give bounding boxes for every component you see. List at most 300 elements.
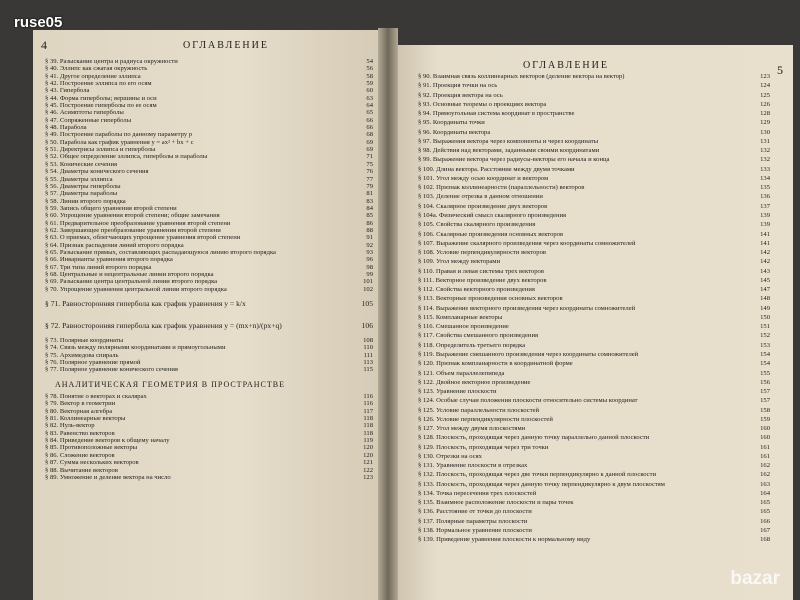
toc-entry-page: 163	[760, 480, 770, 488]
toc-entry-page: 136	[760, 193, 770, 201]
toc-entry-page: 167	[760, 527, 770, 535]
toc-entry-page: 139	[760, 221, 770, 229]
toc-entry-page: 150	[760, 313, 770, 321]
toc-entry-text: § 107. Выражение скалярного произведения через координаты сомножителей	[418, 239, 636, 247]
toc-entry-page: 133	[760, 165, 770, 173]
toc-entry	[418, 396, 770, 405]
toc-entry	[45, 422, 373, 429]
toc-entry-text: § 45. Построение гиперболы по ее осям	[45, 102, 157, 110]
toc-entry-page: 160	[760, 434, 770, 442]
toc-entry	[45, 73, 373, 80]
toc-entry	[418, 239, 770, 248]
toc-entry-page: 151	[760, 323, 770, 331]
toc-entry	[418, 137, 770, 146]
toc-entry	[418, 507, 770, 516]
toc-entry-text: § 49. Построение параболы по данному параметру p	[45, 131, 193, 139]
toc-entry	[418, 359, 770, 368]
toc-entry	[418, 489, 770, 498]
toc-entry	[45, 58, 373, 65]
toc-entry	[45, 205, 373, 212]
toc-entry-text: § 134. Точка пересечения трех плоскостей	[418, 489, 537, 497]
toc-entry-page: 123	[363, 473, 373, 481]
toc-entry-page: 86	[366, 219, 373, 227]
toc-entry-page: 99	[366, 270, 373, 278]
toc-entry-text: § 128. Плоскость, проходящая через данную точку параллельно данной плоскости	[418, 434, 650, 442]
toc-entry	[45, 102, 373, 109]
toc-entry-page: 161	[760, 443, 770, 451]
toc-entry-text: § 112. Свойства векторного произведения	[418, 286, 535, 294]
toc-entry	[418, 480, 770, 489]
toc-entry-page: 116	[363, 393, 373, 401]
toc-entry-page: 145	[760, 276, 770, 284]
toc-entry-page: 126	[760, 100, 770, 108]
toc-entry-text: § 75. Архимедова спираль	[45, 351, 119, 359]
toc-entry-text: § 43. Гипербола	[45, 87, 90, 95]
right-page	[398, 45, 793, 600]
watermark-bottom: bazar	[730, 568, 780, 589]
toc-entry	[45, 95, 373, 102]
toc-list	[418, 72, 770, 545]
toc-entry-page: 115	[363, 366, 373, 374]
toc-entry-page: 76	[366, 168, 373, 176]
toc-entry-text: § 137. Полярные параметры плоскости	[418, 517, 528, 525]
toc-entry-page: 131	[760, 137, 770, 145]
toc-entry-text: § 68. Центральные и нецентральные линии второго порядка	[45, 270, 214, 278]
toc-entry	[45, 474, 373, 481]
toc-entry-text: § 63. О приемах, облегчающих упрощение уравнения второй степени	[45, 234, 241, 242]
toc-entry-text: § 136. Расстояние от точки до плоскости	[418, 508, 532, 516]
toc-entry-page: 157	[760, 397, 770, 405]
toc-entry-text: § 80. Векторная алгебра	[45, 407, 113, 415]
toc-entry-page: 130	[760, 128, 770, 136]
toc-entry-text: § 114. Выражение векторного произведения через координаты сомножителей	[418, 304, 636, 312]
toc-entry	[45, 220, 373, 227]
toc-entry-text: § 39. Разыскание центра и радиуса окружности	[45, 58, 178, 65]
toc-entry-text: § 92. Проекция вектора на ось	[418, 91, 503, 99]
toc-entry	[45, 366, 373, 373]
toc-entry-page: 110	[363, 344, 373, 352]
toc-entry-text: § 135. Взаимное расположение плоскости и пары точек	[418, 499, 574, 507]
toc-entry-large	[45, 293, 373, 315]
toc-entry-page: 156	[760, 378, 770, 386]
toc-entry	[418, 211, 770, 220]
toc-entry-page: 75	[366, 160, 373, 168]
toc-entry-text: § 82. Нуль-вектор	[45, 422, 95, 430]
toc-entry-page: 66	[366, 116, 373, 124]
toc-entry	[45, 344, 373, 351]
toc-entry-text: § 118. Определитель третьего порядка	[418, 341, 526, 349]
toc-entry	[418, 267, 770, 276]
toc-entry-text: § 71. Равносторонняя гипербола как график уравнения y = k/x	[45, 300, 246, 308]
toc-entry-page: 111	[363, 351, 373, 359]
toc-entry-text: § 96. Координаты вектора	[418, 128, 491, 136]
toc-entry	[45, 400, 373, 407]
toc-entry-text: § 104а. Физический смысл скалярного произведения	[418, 211, 567, 219]
toc-entry	[45, 467, 373, 474]
toc-entry-text: § 106. Скалярные произведения основных векторов	[418, 230, 564, 238]
toc-entry-page: 168	[760, 536, 770, 544]
toc-entry-page: 118	[363, 415, 373, 423]
toc-entry-page: 79	[366, 182, 373, 190]
toc-entry	[45, 109, 373, 116]
toc-entry-page: 143	[760, 267, 770, 275]
toc-entry	[418, 406, 770, 415]
toc-entry-page: 141	[760, 230, 770, 238]
toc-entry-page: 102	[363, 285, 373, 293]
toc-entry	[418, 220, 770, 229]
toc-entry-text: § 52. Общее определение эллипса, гиперболы и параболы	[45, 153, 208, 161]
toc-entry	[418, 322, 770, 331]
toc-entry-text: § 93. Основные теоремы о проекциях вектора	[418, 100, 547, 108]
toc-entry	[418, 461, 770, 470]
page-title: ОГЛАВЛЕНИЕ	[183, 40, 269, 51]
toc-entry	[418, 526, 770, 535]
toc-entry-page: 68	[366, 131, 373, 139]
toc-entry-text: § 120. Признак компланарности в координатной форме	[418, 360, 573, 368]
toc-entry-page: 101	[363, 278, 373, 286]
toc-entry-page: 162	[760, 462, 770, 470]
toc-entry	[45, 337, 373, 344]
toc-entry-text: § 97. Выражения вектора через компоненты и через координаты	[418, 137, 599, 145]
toc-entry-text: § 62. Завершающее преобразование уравнения второй степени	[45, 226, 221, 234]
page-number: 4	[41, 38, 47, 52]
toc-entry-text: § 95. Координаты точки	[418, 119, 485, 127]
toc-entry-page: 105	[361, 299, 373, 309]
toc-entry-text: § 48. Парабола	[45, 124, 87, 132]
toc-entry-page: 54	[366, 58, 373, 65]
toc-entry-page: 165	[760, 508, 770, 516]
toc-entry	[418, 257, 770, 266]
toc-entry-page: 98	[366, 263, 373, 271]
toc-entry	[45, 80, 373, 87]
toc-entry-text: § 104. Скалярное произведение двух векторов	[418, 202, 548, 210]
toc-entry-page: 139	[760, 211, 770, 219]
toc-entry	[45, 408, 373, 415]
toc-entry	[418, 230, 770, 239]
toc-entry-text: § 119. Выражение смешанного произведения через координаты сомножителей	[418, 350, 639, 358]
toc-entry	[45, 359, 373, 366]
toc-entry-page: 142	[760, 249, 770, 257]
toc-entry	[418, 285, 770, 294]
toc-entry-text: § 109. Угол между векторами	[418, 258, 500, 266]
toc-entry	[45, 249, 373, 256]
toc-entry-page: 59	[366, 80, 373, 88]
toc-entry-page: 166	[760, 517, 770, 525]
toc-entry-text: § 87. Сумма нескольких векторов	[45, 459, 139, 467]
toc-entry	[45, 227, 373, 234]
toc-entry	[418, 378, 770, 387]
toc-entry-page: 128	[760, 110, 770, 118]
toc-entry	[45, 198, 373, 205]
toc-entry-page: 159	[760, 415, 770, 423]
toc-entry	[45, 87, 373, 94]
toc-entry-page: 66	[366, 124, 373, 132]
toc-entry-text: § 46. Асимптоты гиперболы	[45, 109, 124, 117]
toc-entry-text: § 123. Уравнение плоскости	[418, 388, 497, 396]
toc-entry-page: 142	[760, 258, 770, 266]
toc-entry-text: § 86. Сложение векторов	[45, 451, 115, 459]
toc-entry	[45, 139, 373, 146]
toc-entry-text: § 133. Плоскость, проходящая через данную точку перпендикулярно к двум плоскостям	[418, 480, 665, 488]
toc-entry	[45, 352, 373, 359]
left-page	[33, 30, 378, 600]
toc-entry-text: § 85. Противоположные векторы	[45, 444, 138, 452]
toc-entry-text: § 99. Выражение вектора через радиусы-векторы его начала и конца	[418, 156, 610, 164]
toc-entry-text: § 70. Упрощение уравнения центральной линии второго порядка	[45, 285, 227, 293]
toc-entry-text: § 91. Проекция точки на ось	[418, 82, 498, 90]
toc-entry	[418, 470, 770, 479]
toc-entry-page: 84	[366, 204, 373, 212]
toc-entry-text: § 44. Форма гиперболы; вершины и оси	[45, 94, 157, 102]
toc-entry-page: 85	[366, 212, 373, 220]
toc-entry	[418, 202, 770, 211]
toc-entry-page: 120	[363, 444, 373, 452]
toc-entry-page: 64	[366, 102, 373, 110]
toc-entry-page: 91	[366, 234, 373, 242]
toc-entry-page: 77	[366, 175, 373, 183]
toc-entry	[45, 65, 373, 72]
toc-entry	[45, 168, 373, 175]
toc-entry-page: 160	[760, 425, 770, 433]
toc-entry-page: 116	[363, 400, 373, 408]
toc-entry-page: 69	[366, 146, 373, 154]
toc-entry	[45, 212, 373, 219]
toc-entry-page: 148	[760, 295, 770, 303]
toc-entry	[45, 183, 373, 190]
toc-entry-text: § 113. Векторные произведения основных векторов	[418, 295, 563, 303]
toc-entry-text: § 73. Полярные координаты	[45, 337, 124, 344]
toc-entry-text: § 124. Особые случаи положения плоскости относительно системы координат	[418, 397, 638, 405]
toc-entry	[45, 430, 373, 437]
toc-entry-page: 149	[760, 304, 770, 312]
toc-entry	[45, 271, 373, 278]
toc-entry-text: § 132. Плоскость, проходящая через две точки перпендикулярно к данной плоскости	[418, 471, 656, 479]
toc-entry-page: 119	[363, 437, 373, 445]
toc-entry-text: § 89. Умножение и деление вектора на число	[45, 473, 171, 481]
toc-entry-page: 154	[760, 360, 770, 368]
toc-entry-page: 56	[366, 65, 373, 73]
toc-entry	[418, 304, 770, 313]
toc-entry-page: 65	[366, 109, 373, 117]
toc-entry-page: 164	[760, 489, 770, 497]
toc-entry-text: § 50. Парабола как график уравнения y = ax² + bx + c	[45, 138, 194, 146]
toc-entry-page: 154	[760, 350, 770, 358]
toc-entry-page: 141	[760, 239, 770, 247]
toc-entry	[418, 424, 770, 433]
toc-entry	[418, 109, 770, 118]
toc-entry-page: 88	[366, 226, 373, 234]
toc-entry-text: § 54. Диаметры конического сечения	[45, 168, 149, 176]
toc-entry	[45, 153, 373, 160]
toc-entry-text: § 53. Конические сечения	[45, 160, 118, 168]
toc-entry-page: 155	[760, 369, 770, 377]
toc-entry-text: § 55. Диаметры эллипса	[45, 175, 113, 183]
toc-entry-text: § 110. Правая и левая системы трех векторов	[418, 267, 544, 275]
toc-entry-text: § 116. Смешанное произведение	[418, 323, 509, 331]
toc-entry-text: § 77. Полярное уравнение конического сечения	[45, 366, 178, 374]
toc-entry-text: § 102. Признак коллинеарности (параллельности) векторов	[418, 184, 585, 192]
toc-entry-page: 161	[760, 452, 770, 460]
toc-entry-text: § 51. Директрисы эллипса и гиперболы	[45, 146, 156, 154]
toc-entry-page: 137	[760, 202, 770, 210]
toc-entry-page: 63	[366, 94, 373, 102]
toc-entry-page: 157	[760, 388, 770, 396]
toc-entry-text: § 76. Полярное уравнение прямой	[45, 359, 141, 367]
toc-entry	[45, 264, 373, 271]
toc-entry	[45, 242, 373, 249]
toc-entry	[45, 117, 373, 124]
toc-entry-page: 122	[363, 466, 373, 474]
toc-entry	[45, 459, 373, 466]
toc-entry-page: 60	[366, 87, 373, 95]
toc-entry-page: 132	[760, 147, 770, 155]
toc-entry-page: 129	[760, 119, 770, 127]
toc-entry	[45, 146, 373, 153]
toc-entry-page: 125	[760, 91, 770, 99]
toc-entry-text: § 67. Три типа линий второго порядка	[45, 263, 152, 271]
book-gutter	[378, 28, 398, 600]
toc-entry	[418, 341, 770, 350]
toc-entry-page: 96	[366, 256, 373, 264]
toc-entry-text: § 74. Связь между полярными координатами и прямоугольными	[45, 344, 226, 352]
toc-entry	[418, 100, 770, 109]
toc-entry-text: § 57. Диаметры параболы	[45, 190, 118, 198]
toc-entry	[418, 369, 770, 378]
toc-entry-page: 113	[363, 359, 373, 367]
toc-entry-page: 69	[366, 138, 373, 146]
toc-entry	[45, 286, 373, 293]
toc-entry-text: § 131. Уравнение плоскости в отрезках	[418, 462, 528, 470]
toc-entry-text: § 69. Разыскание центра центральной линии второго порядка	[45, 278, 218, 286]
toc-entry-text: § 78. Понятие о векторах и скалярах	[45, 393, 147, 401]
toc-entry	[418, 350, 770, 359]
toc-entry	[45, 437, 373, 444]
toc-entry-text: § 64. Признак распадения линий второго порядка	[45, 241, 184, 249]
toc-entry	[418, 443, 770, 452]
toc-entry	[418, 72, 770, 81]
toc-entry	[418, 535, 770, 544]
toc-entry	[45, 124, 373, 131]
toc-entry	[45, 278, 373, 285]
toc-entry-text: § 84. Приведение векторов к общему началу	[45, 437, 170, 445]
toc-entry	[418, 433, 770, 442]
toc-entry-page: 165	[760, 499, 770, 507]
toc-entry-text: § 40. Эллипс как сжатая окружность	[45, 65, 148, 73]
toc-entry	[418, 128, 770, 137]
page-title: ОГЛАВЛЕНИЕ	[523, 60, 609, 71]
toc-entry-text: § 79. Вектор в геометрии	[45, 400, 116, 408]
toc-entry-page: 92	[366, 241, 373, 249]
toc-entry-text: § 41. Другое определение эллипса	[45, 72, 141, 80]
toc-entry-page: 83	[366, 197, 373, 205]
toc-entry	[418, 118, 770, 127]
toc-entry	[418, 146, 770, 155]
toc-entry	[45, 176, 373, 183]
toc-entry-text: § 94. Прямоугольная система координат в пространстве	[418, 110, 575, 118]
toc-entry-page: 158	[760, 406, 770, 414]
toc-entry-text: § 101. Угол между осью координат и вектором	[418, 174, 549, 182]
toc-entry	[418, 276, 770, 285]
toc-entry-text: § 125. Условие параллельности плоскостей	[418, 406, 540, 414]
toc-entry-text: § 103. Деление отрезка в данном отношении	[418, 193, 543, 201]
toc-entry	[418, 331, 770, 340]
toc-entry-page: 71	[366, 153, 373, 161]
toc-entry	[418, 452, 770, 461]
toc-entry	[418, 498, 770, 507]
toc-entry-text: § 130. Отрезки на осях	[418, 452, 482, 460]
toc-entry-text: § 138. Нормальное уравнение плоскости	[418, 527, 532, 535]
toc-entry-text: § 121. Объем параллелепипеда	[418, 369, 505, 377]
toc-entry	[418, 387, 770, 396]
toc-entry	[418, 313, 770, 322]
toc-entry-page: 153	[760, 341, 770, 349]
toc-entry-text: § 105. Свойства скалярного произведения	[418, 221, 536, 229]
toc-entry	[45, 131, 373, 138]
toc-entry-text: § 127. Угол между двумя плоскостями	[418, 425, 526, 433]
toc-entry	[418, 294, 770, 303]
toc-entry-page: 108	[363, 337, 373, 344]
toc-entry	[418, 165, 770, 174]
toc-entry-page: 132	[760, 156, 770, 164]
toc-entry-page: 124	[760, 82, 770, 90]
toc-entry-text: § 126. Условие перпендикулярности плоскостей	[418, 415, 553, 423]
toc-entry	[418, 415, 770, 424]
toc-entry-page: 147	[760, 286, 770, 294]
toc-entry-text: § 129. Плоскость, проходящая через три точки	[418, 443, 549, 451]
toc-entry	[45, 393, 373, 400]
toc-entry-page: 58	[366, 72, 373, 80]
toc-entry	[45, 161, 373, 168]
toc-entry	[418, 517, 770, 526]
toc-entry	[418, 155, 770, 164]
toc-entry-text: § 59. Запись общего уравнения второй степени	[45, 204, 177, 212]
toc-entry-text: § 65. Разыскание прямых, составляющих распадающуюся линию второго порядка	[45, 248, 276, 256]
toc-entry-text: § 60. Упрощение уравнения второй степени; общие замечания	[45, 212, 220, 220]
toc-entry-text: § 47. Сопряженные гиперболы	[45, 116, 132, 124]
toc-entry-page: 118	[363, 429, 373, 437]
toc-entry	[418, 248, 770, 257]
toc-entry-text: § 139. Приведение уравнения плоскости к нормальному виду	[418, 536, 591, 544]
toc-entry	[418, 81, 770, 90]
toc-entry-page: 162	[760, 471, 770, 479]
toc-entry	[45, 444, 373, 451]
toc-entry-text: § 42. Построение эллипса по его осям	[45, 80, 152, 88]
toc-entry-text: § 56. Диаметры гиперболы	[45, 182, 121, 190]
toc-entry-page: 118	[363, 422, 373, 430]
toc-entry-text: § 83. Равенство векторов	[45, 429, 115, 437]
toc-entry	[45, 452, 373, 459]
toc-entry	[45, 234, 373, 241]
toc-entry-page: 106	[361, 321, 373, 331]
toc-entry-large	[45, 315, 373, 337]
toc-entry	[45, 415, 373, 422]
toc-entry-page: 93	[366, 248, 373, 256]
page-number: 5	[777, 63, 783, 77]
toc-entry	[45, 256, 373, 263]
toc-entry-text: § 100. Длина вектора. Расстояние между двумя точками	[418, 165, 575, 173]
toc-entry-text: § 58. Линии второго порядка	[45, 197, 126, 205]
watermark: ruse05	[14, 14, 63, 31]
toc-entry-text: § 117. Свойства смешанного произведения	[418, 332, 539, 340]
toc-entry	[45, 190, 373, 197]
toc-entry	[418, 192, 770, 201]
toc-entry-page: 123	[760, 73, 770, 80]
toc-entry-page: 152	[760, 332, 770, 340]
toc-entry-page: 117	[363, 407, 373, 415]
toc-entry	[418, 183, 770, 192]
toc-entry-page: 121	[363, 459, 373, 467]
toc-entry-text: § 98. Действия над векторами, заданными своими координатами	[418, 147, 600, 155]
